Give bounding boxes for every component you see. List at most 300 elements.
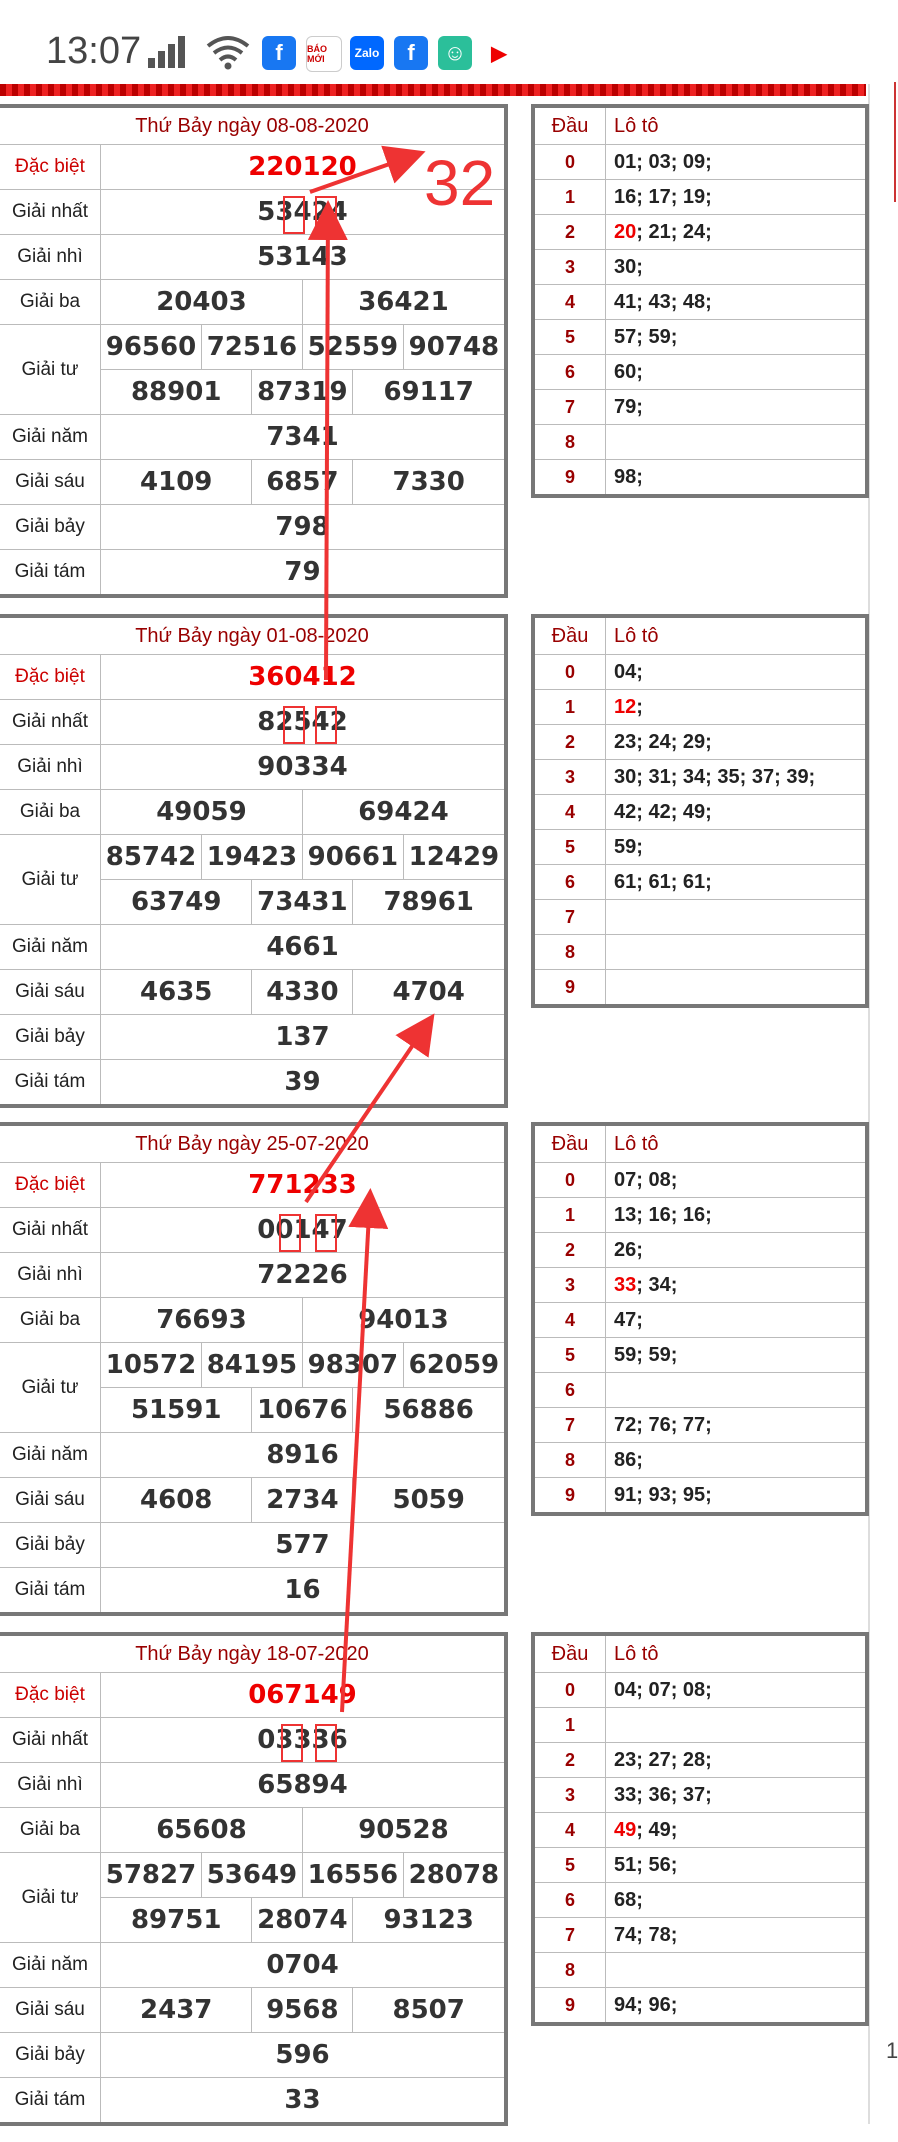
- loto-values: [606, 1813, 868, 1848]
- dau-digit: 2: [533, 1233, 606, 1268]
- loto-values: [606, 215, 868, 250]
- draw-result-block: [0, 1122, 896, 1632]
- prize-number: 63749: [101, 880, 252, 925]
- loto-text: ; 21; 24;: [636, 220, 712, 243]
- loto-text: 91; 93; 95;: [614, 1483, 712, 1506]
- dau-digit: 5: [533, 830, 606, 865]
- loto-row: [533, 935, 867, 970]
- loto-text: 47;: [614, 1308, 643, 1331]
- loto-text: 98;: [614, 465, 643, 488]
- loto-row: [533, 460, 867, 497]
- prize-number: 28074: [252, 1898, 353, 1943]
- loto-values: [606, 1918, 868, 1953]
- loto-text: 79;: [614, 395, 643, 418]
- prize-number: 03336: [101, 1718, 507, 1763]
- loto-header: Lô tô: [606, 616, 868, 655]
- prize-number: 9568: [252, 1988, 353, 2033]
- prize-number: 84195: [201, 1343, 302, 1388]
- prize-label: Giải năm: [0, 1433, 101, 1478]
- prize-label: Giải bảy: [0, 505, 101, 550]
- dau-digit: 4: [533, 1303, 606, 1338]
- loto-values: [606, 1163, 868, 1198]
- prize-number: 2437: [101, 1988, 252, 2033]
- prize-number: 20403: [101, 280, 303, 325]
- draw-date-title: Thứ Bảy ngày 08-08-2020: [0, 106, 506, 145]
- loto-table: [531, 1632, 869, 2026]
- signal-icon: [148, 34, 192, 68]
- prize-number: 52559: [302, 325, 403, 370]
- loto-text: 68;: [614, 1888, 643, 1911]
- prize-label: Giải ba: [0, 1808, 101, 1853]
- loto-values: [606, 425, 868, 460]
- prize-number: 51591: [101, 1388, 252, 1433]
- loto-row: [533, 250, 867, 285]
- loto-row: [533, 1198, 867, 1233]
- loto-values: [606, 390, 868, 425]
- prize-number: 220120: [101, 145, 507, 190]
- loto-values: [606, 355, 868, 390]
- prize-number: 771233: [101, 1163, 507, 1208]
- dau-digit: 5: [533, 1848, 606, 1883]
- highlight-box: [279, 1214, 301, 1252]
- loto-values: [606, 725, 868, 760]
- loto-row: [533, 1233, 867, 1268]
- loto-text: 51; 56;: [614, 1853, 678, 1876]
- loto-text: 94; 96;: [614, 1993, 678, 2016]
- loto-values: [606, 1373, 868, 1408]
- prize-number: 4330: [252, 970, 353, 1015]
- loto-table: [531, 614, 869, 1008]
- loto-row: [533, 1813, 867, 1848]
- draw-result-block: [0, 614, 896, 1124]
- dau-digit: 4: [533, 795, 606, 830]
- loto-row: [533, 1303, 867, 1338]
- prize-label: Giải bảy: [0, 2033, 101, 2078]
- loto-row: [533, 215, 867, 250]
- loto-row: [533, 865, 867, 900]
- loto-row: [533, 1478, 867, 1515]
- loto-row: [533, 725, 867, 760]
- dau-digit: 4: [533, 1813, 606, 1848]
- dau-digit: 0: [533, 655, 606, 690]
- annotation-number: 32: [424, 147, 496, 219]
- prize-label: Đặc biệt: [0, 1163, 101, 1208]
- loto-table: [531, 104, 869, 498]
- loto-values: [606, 970, 868, 1007]
- prize-label: Giải năm: [0, 415, 101, 460]
- prize-label: Giải nhì: [0, 1253, 101, 1298]
- prize-number: 53143: [101, 235, 507, 280]
- loto-values: [606, 1478, 868, 1515]
- loto-row: [533, 1268, 867, 1303]
- prize-label: Giải tám: [0, 550, 101, 597]
- loto-values: [606, 250, 868, 285]
- loto-values: [606, 760, 868, 795]
- draw-date-title: Thứ Bảy ngày 25-07-2020: [0, 1124, 506, 1163]
- loto-highlight: 12: [614, 695, 637, 718]
- loto-values: [606, 865, 868, 900]
- loto-row: [533, 830, 867, 865]
- prize-number: 56886: [353, 1388, 506, 1433]
- loto-values: [606, 145, 868, 180]
- dau-digit: 9: [533, 1988, 606, 2025]
- dau-digit: 6: [533, 1373, 606, 1408]
- prize-label: Giải nhì: [0, 1763, 101, 1808]
- prize-number: 62059: [403, 1343, 506, 1388]
- youtube-icon: ▶: [482, 36, 516, 70]
- loto-row: [533, 390, 867, 425]
- facebook-lite-icon: f: [394, 36, 428, 70]
- prize-label: Giải tư: [0, 325, 101, 415]
- loto-values: [606, 1848, 868, 1883]
- loto-text: 30; 31; 34; 35; 37; 39;: [614, 765, 816, 788]
- loto-row: [533, 970, 867, 1007]
- site-header-strip: [0, 84, 866, 96]
- prize-label: Giải bảy: [0, 1015, 101, 1060]
- prize-number: 57827: [101, 1853, 202, 1898]
- dau-digit: 7: [533, 390, 606, 425]
- loto-row: [533, 1673, 867, 1708]
- loto-values: [606, 1233, 868, 1268]
- prize-label: Giải nhì: [0, 235, 101, 280]
- loto-values: [606, 900, 868, 935]
- prize-number: 90334: [101, 745, 507, 790]
- prize-number: 73431: [252, 880, 353, 925]
- results-table: [0, 614, 508, 1108]
- loto-row: [533, 1883, 867, 1918]
- loto-values: [606, 460, 868, 497]
- facebook-icon: f: [262, 36, 296, 70]
- prize-number: 10676: [252, 1388, 353, 1433]
- prize-label: Giải sáu: [0, 1478, 101, 1523]
- status-bar: [0, 0, 896, 88]
- loto-text: ;: [636, 695, 643, 718]
- prize-number: 39: [101, 1060, 507, 1107]
- prize-number: 98307: [302, 1343, 403, 1388]
- loto-text: 41; 43; 48;: [614, 290, 712, 313]
- dau-digit: 1: [533, 690, 606, 725]
- loto-row: [533, 145, 867, 180]
- prize-number: 85742: [101, 835, 202, 880]
- prize-label: Giải sáu: [0, 970, 101, 1015]
- prize-number: 89751: [101, 1898, 252, 1943]
- prize-label: Đặc biệt: [0, 145, 101, 190]
- prize-number: 72516: [201, 325, 302, 370]
- dau-digit: 1: [533, 1708, 606, 1743]
- prize-number: 067149: [101, 1673, 507, 1718]
- loto-row: [533, 320, 867, 355]
- prize-number: 76693: [101, 1298, 303, 1343]
- dau-header: Đầu: [533, 1124, 606, 1163]
- loto-text: 61; 61; 61;: [614, 870, 712, 893]
- loto-values: [606, 1303, 868, 1338]
- prize-number: 65894: [101, 1763, 507, 1808]
- prize-number: 7330: [353, 460, 506, 505]
- dau-digit: 9: [533, 970, 606, 1007]
- prize-number: 4635: [101, 970, 252, 1015]
- prize-number: 4109: [101, 460, 252, 505]
- dau-header: Đầu: [533, 616, 606, 655]
- loto-row: [533, 900, 867, 935]
- prize-number: 88901: [101, 370, 252, 415]
- dau-digit: 3: [533, 760, 606, 795]
- prize-label: Giải tám: [0, 1568, 101, 1615]
- prize-label: Giải năm: [0, 925, 101, 970]
- zalo-icon: Zalo: [350, 36, 384, 70]
- prize-number: 19423: [201, 835, 302, 880]
- wifi-icon: [206, 34, 250, 70]
- dau-digit: 9: [533, 1478, 606, 1515]
- dau-digit: 9: [533, 460, 606, 497]
- prize-label: Giải nhất: [0, 700, 101, 745]
- prize-number: 0704: [101, 1943, 507, 1988]
- dau-digit: 8: [533, 1443, 606, 1478]
- prize-number: 36421: [302, 280, 506, 325]
- prize-number: 72226: [101, 1253, 507, 1298]
- loto-row: [533, 1848, 867, 1883]
- dau-digit: 2: [533, 1743, 606, 1778]
- prize-number: 90528: [302, 1808, 506, 1853]
- prize-number: 10572: [101, 1343, 202, 1388]
- loto-values: [606, 935, 868, 970]
- dau-digit: 3: [533, 250, 606, 285]
- loto-values: [606, 1988, 868, 2025]
- prize-label: Đặc biệt: [0, 655, 101, 700]
- loto-values: [606, 1708, 868, 1743]
- results-table: [0, 1632, 508, 2126]
- prize-label: Giải sáu: [0, 460, 101, 505]
- draw-date-title: Thứ Bảy ngày 01-08-2020: [0, 616, 506, 655]
- loto-text: 60;: [614, 360, 643, 383]
- loto-values: [606, 1443, 868, 1478]
- highlight-box: [283, 196, 305, 234]
- clock: 13:07: [46, 30, 142, 72]
- prize-label: Giải nhất: [0, 1208, 101, 1253]
- dau-digit: 4: [533, 285, 606, 320]
- prize-number: 00147: [101, 1208, 507, 1253]
- prize-label: Giải ba: [0, 280, 101, 325]
- loto-text: 72; 76; 77;: [614, 1413, 712, 1436]
- prize-label: Giải năm: [0, 1943, 101, 1988]
- loto-values: [606, 1743, 868, 1778]
- prize-label: Giải ba: [0, 1298, 101, 1343]
- prize-number: 6857: [252, 460, 353, 505]
- loto-text: 33; 36; 37;: [614, 1783, 712, 1806]
- loto-values: [606, 1338, 868, 1373]
- loto-row: [533, 1918, 867, 1953]
- dau-digit: 6: [533, 355, 606, 390]
- dau-digit: 6: [533, 1883, 606, 1918]
- prize-number: 53424: [101, 190, 507, 235]
- loto-values: [606, 1198, 868, 1233]
- draw-result-block: [0, 1632, 896, 2142]
- loto-header: Lô tô: [606, 1124, 868, 1163]
- loto-text: 13; 16; 16;: [614, 1203, 712, 1226]
- draw-date-title: Thứ Bảy ngày 18-07-2020: [0, 1634, 506, 1673]
- loto-text: ; 49;: [636, 1818, 678, 1841]
- loto-row: [533, 760, 867, 795]
- dau-header: Đầu: [533, 1634, 606, 1673]
- highlight-box: [315, 196, 337, 234]
- loto-row: [533, 1373, 867, 1408]
- highlight-box: [315, 706, 337, 744]
- prize-label: Giải sáu: [0, 1988, 101, 2033]
- dau-digit: 7: [533, 900, 606, 935]
- loto-row: [533, 425, 867, 460]
- loto-text: 59;: [614, 835, 643, 858]
- dau-digit: 5: [533, 1338, 606, 1373]
- loto-text: 04; 07; 08;: [614, 1678, 712, 1701]
- loto-text: 23; 24; 29;: [614, 730, 712, 753]
- loto-values: [606, 830, 868, 865]
- prize-number: 79: [101, 550, 507, 597]
- loto-text: 30;: [614, 255, 643, 278]
- prize-label: Giải ba: [0, 790, 101, 835]
- loto-values: [606, 180, 868, 215]
- dau-digit: 5: [533, 320, 606, 355]
- prize-label: Giải bảy: [0, 1523, 101, 1568]
- loto-table: [531, 1122, 869, 1516]
- loto-values: [606, 1408, 868, 1443]
- loto-row: [533, 1338, 867, 1373]
- prize-number: 69117: [353, 370, 506, 415]
- results-table: [0, 1122, 508, 1616]
- loto-highlight: 20: [614, 220, 637, 243]
- prize-number: 4704: [353, 970, 506, 1015]
- loto-values: [606, 1778, 868, 1813]
- prize-label: Giải tư: [0, 835, 101, 925]
- dau-digit: 1: [533, 1198, 606, 1233]
- prize-label: Giải nhất: [0, 190, 101, 235]
- dau-digit: 7: [533, 1408, 606, 1443]
- prize-number: 69424: [302, 790, 506, 835]
- dau-digit: 3: [533, 1268, 606, 1303]
- dau-digit: 0: [533, 1163, 606, 1198]
- prize-number: 8916: [101, 1433, 507, 1478]
- dau-digit: 8: [533, 935, 606, 970]
- prize-number: 78961: [353, 880, 506, 925]
- prize-label: Đặc biệt: [0, 1673, 101, 1718]
- loto-values: [606, 655, 868, 690]
- loto-row: [533, 690, 867, 725]
- prize-number: 596: [101, 2033, 507, 2078]
- loto-values: [606, 1953, 868, 1988]
- prize-number: 7341: [101, 415, 507, 460]
- dau-digit: 2: [533, 215, 606, 250]
- loto-row: [533, 285, 867, 320]
- prize-number: 798: [101, 505, 507, 550]
- prize-number: 28078: [403, 1853, 506, 1898]
- loto-text: 86;: [614, 1448, 643, 1471]
- baomoi-icon: BÁO MỚI: [306, 36, 342, 72]
- prize-label: Giải tám: [0, 1060, 101, 1107]
- loto-text: 74; 78;: [614, 1923, 678, 1946]
- loto-row: [533, 1778, 867, 1813]
- loto-text: 26;: [614, 1238, 643, 1261]
- dau-digit: 7: [533, 1918, 606, 1953]
- prize-number: 5059: [353, 1478, 506, 1523]
- loto-text: 59; 59;: [614, 1343, 678, 1366]
- prize-number: 577: [101, 1523, 507, 1568]
- prize-number: 90748: [403, 325, 506, 370]
- prize-number: 53649: [201, 1853, 302, 1898]
- loto-values: [606, 1268, 868, 1303]
- prize-label: Giải nhất: [0, 1718, 101, 1763]
- loto-row: [533, 180, 867, 215]
- prize-number: 93123: [353, 1898, 506, 1943]
- loto-values: [606, 690, 868, 725]
- loto-values: [606, 1883, 868, 1918]
- loto-text: 04;: [614, 660, 643, 683]
- prize-number: 4608: [101, 1478, 252, 1523]
- loto-row: [533, 1708, 867, 1743]
- loto-row: [533, 795, 867, 830]
- page-number: 1: [886, 2038, 898, 2063]
- prize-number: 82542: [101, 700, 507, 745]
- loto-header: Lô tô: [606, 1634, 868, 1673]
- prize-label: Giải nhì: [0, 745, 101, 790]
- loto-values: [606, 1673, 868, 1708]
- loto-values: [606, 285, 868, 320]
- dau-digit: 6: [533, 865, 606, 900]
- dau-digit: 1: [533, 180, 606, 215]
- highlight-box: [281, 1724, 303, 1762]
- loto-text: 01; 03; 09;: [614, 150, 712, 173]
- prize-number: 12429: [403, 835, 506, 880]
- prize-number: 33: [101, 2078, 507, 2125]
- loto-text: 16; 17; 19;: [614, 185, 712, 208]
- dau-header: Đầu: [533, 106, 606, 145]
- loto-row: [533, 1408, 867, 1443]
- loto-row: [533, 655, 867, 690]
- loto-text: 42; 42; 49;: [614, 800, 712, 823]
- loto-text: ; 34;: [636, 1273, 678, 1296]
- loto-header: Lô tô: [606, 106, 868, 145]
- dau-digit: 3: [533, 1778, 606, 1813]
- highlight-box: [315, 1724, 337, 1762]
- prize-number: 8507: [353, 1988, 506, 2033]
- dau-digit: 0: [533, 145, 606, 180]
- prize-number: 90661: [302, 835, 403, 880]
- prize-label: Giải tư: [0, 1853, 101, 1943]
- highlight-box: [315, 1214, 337, 1252]
- prize-number: 16556: [302, 1853, 403, 1898]
- prize-number: 94013: [302, 1298, 506, 1343]
- prize-number: 65608: [101, 1808, 303, 1853]
- loto-row: [533, 1953, 867, 1988]
- loto-values: [606, 795, 868, 830]
- dau-digit: 8: [533, 1953, 606, 1988]
- loto-row: [533, 355, 867, 390]
- prize-number: 360412: [101, 655, 507, 700]
- loto-highlight: 49: [614, 1818, 637, 1841]
- loto-text: 07; 08;: [614, 1168, 678, 1191]
- loto-highlight: 33: [614, 1273, 637, 1296]
- prize-number: 4661: [101, 925, 507, 970]
- loto-row: [533, 1988, 867, 2025]
- loto-row: [533, 1163, 867, 1198]
- prize-label: Giải tám: [0, 2078, 101, 2125]
- loto-text: 23; 27; 28;: [614, 1748, 712, 1771]
- dau-digit: 8: [533, 425, 606, 460]
- loto-text: 57; 59;: [614, 325, 678, 348]
- dau-digit: 2: [533, 725, 606, 760]
- shop-icon: ☺: [438, 36, 472, 70]
- dau-digit: 0: [533, 1673, 606, 1708]
- prize-number: 137: [101, 1015, 507, 1060]
- prize-number: 2734: [252, 1478, 353, 1523]
- prize-number: 16: [101, 1568, 507, 1615]
